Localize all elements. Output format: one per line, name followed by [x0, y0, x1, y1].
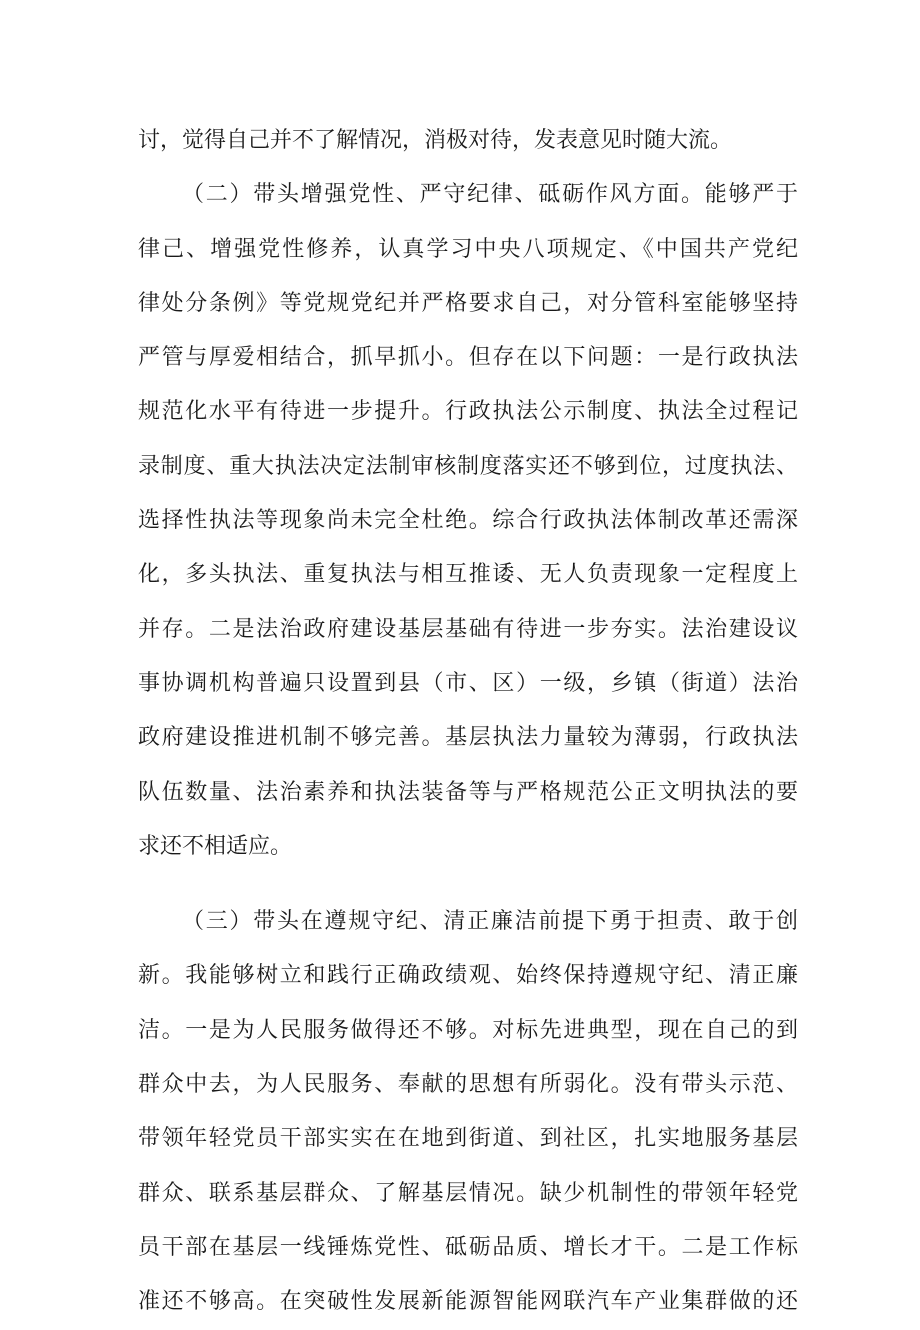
text-line: 律己、增强党性修养，认真学习中央八项规定、《中国共产党纪 — [138, 236, 798, 262]
text-line: （二）带头增强党性、严守纪律、砥砺作风方面。能够严于 — [182, 182, 798, 208]
text-line: 律处分条例》等党规党纪并严格要求自己，对分管科室能够坚持 — [138, 290, 798, 316]
text-line: 群众中去，为人民服务、奉献的思想有所弱化。没有带头示范、 — [138, 1072, 798, 1098]
text-line: 事协调机构普遍只设置到县（市、区）一级，乡镇（街道）法治 — [138, 670, 798, 696]
text-line: 政府建设推进机制不够完善。基层执法力量较为薄弱，行政执法 — [138, 725, 798, 751]
paragraph-3 — [138, 895, 798, 1329]
text-line: 化，多头执法、重复执法与相互推诿、无人负责现象一定程度上 — [138, 562, 798, 588]
text-line: 群众、联系基层群众、了解基层情况。缺少机制性的带领年轻党 — [138, 1180, 798, 1206]
text-line: 选择性执法等现象尚未完全杜绝。综合行政执法体制改革还需深 — [138, 508, 798, 534]
text-line: 严管与厚爱相结合，抓早抓小。但存在以下问题：一是行政执法 — [138, 345, 798, 371]
document-body — [138, 114, 798, 1330]
paragraph-1 — [138, 114, 798, 168]
text-line: （三）带头在遵规守纪、清正廉洁前提下勇于担责、敢于创 — [182, 909, 798, 935]
text-line: 并存。二是法治政府建设基层基础有待进一步夯实。法治建设议 — [138, 616, 798, 642]
text-line: 录制度、重大执法决定法制审核制度落实还不够到位，过度执法、 — [138, 453, 798, 479]
text-line: 规范化水平有待进一步提升。行政执法公示制度、执法全过程记 — [138, 399, 798, 425]
text-line: 洁。一是为人民服务做得还不够。对标先进典型，现在自己的到 — [138, 1017, 798, 1043]
text-line: 求还不相适应。 — [138, 833, 293, 859]
text-line: 队伍数量、法治素养和执法装备等与严格规范公正文明执法的要 — [138, 779, 798, 805]
paragraph-gap — [138, 874, 798, 895]
text-line: 讨，觉得自己并不了解情况，消极对待，发表意见时随大流。 — [138, 128, 733, 153]
text-line: 准还不够高。在突破性发展新能源智能网联汽车产业集群做的还 — [138, 1289, 798, 1315]
paragraph-2 — [138, 168, 798, 874]
text-line: 新。我能够树立和践行正确政绩观、始终保持遵规守纪、清正廉 — [138, 963, 798, 989]
text-line: 员干部在基层一线锤炼党性、砥砺品质、增长才干。二是工作标 — [138, 1234, 798, 1260]
text-line: 带领年轻党员干部实实在在地到街道、到社区，扎实地服务基层 — [138, 1126, 798, 1152]
